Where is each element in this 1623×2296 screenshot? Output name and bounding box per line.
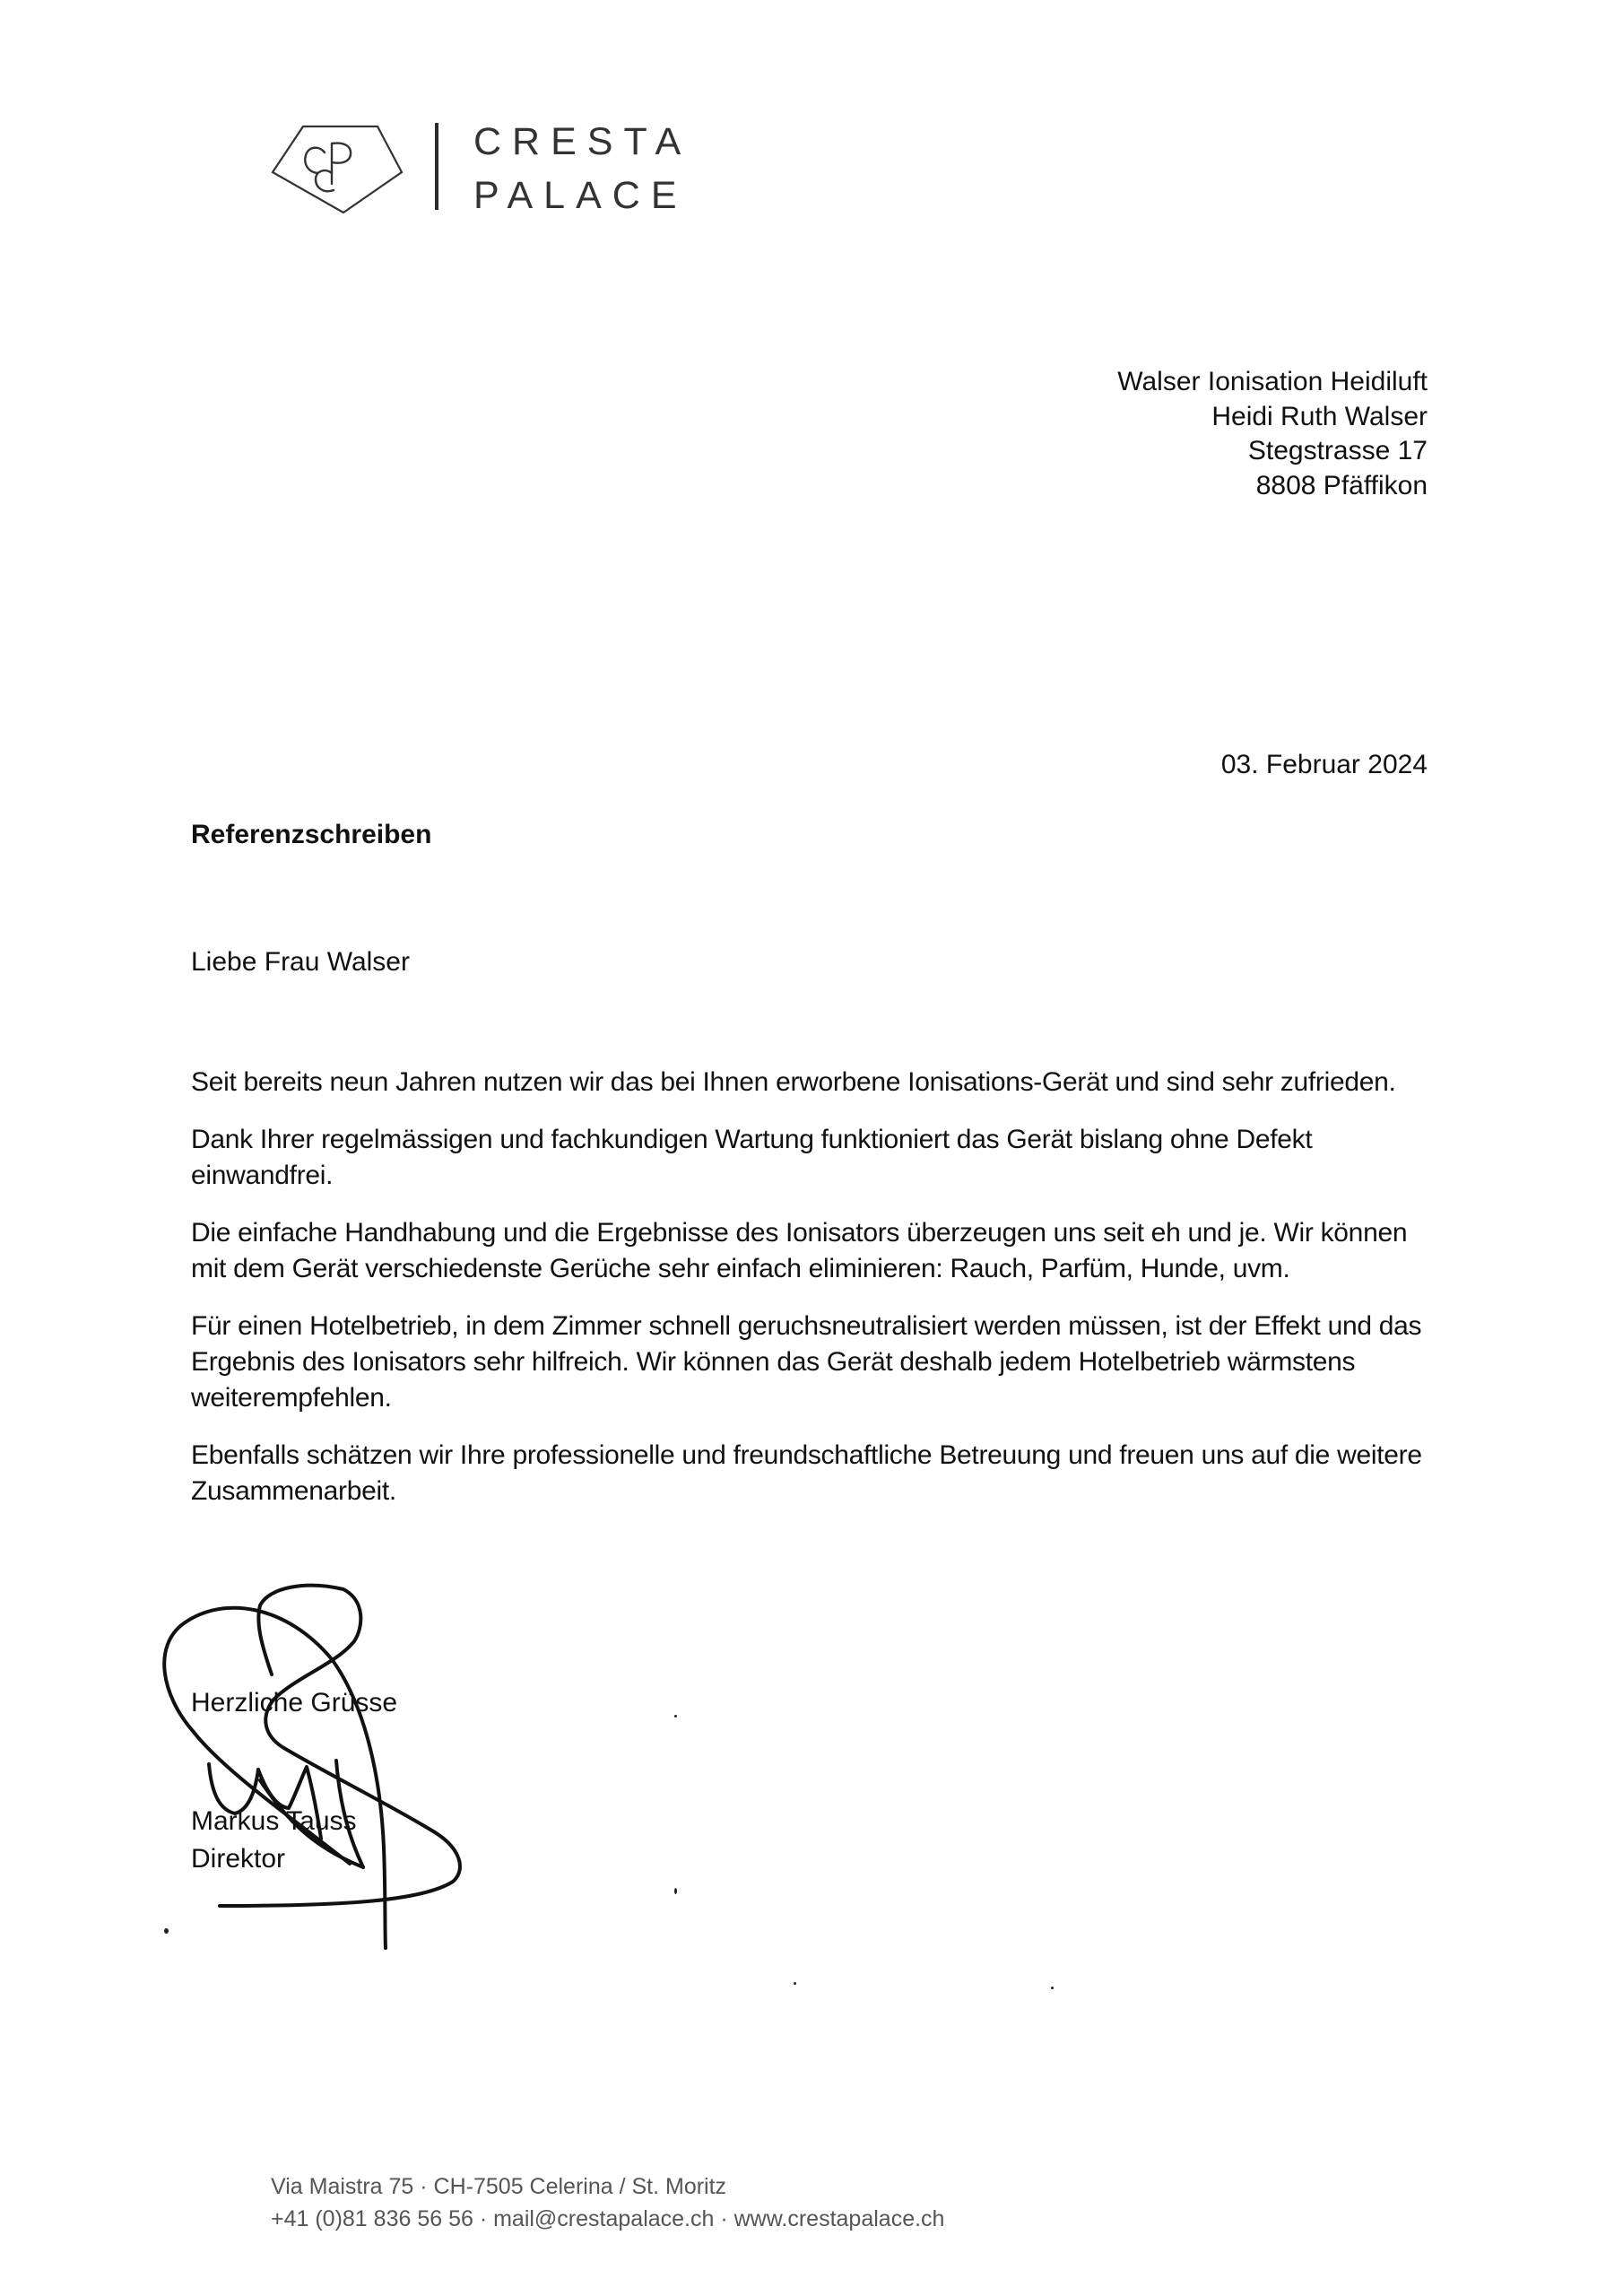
closing-greeting: Herzliche Grüsse xyxy=(191,1688,398,1718)
recipient-address xyxy=(1117,365,1428,503)
recipient-person: Heidi Ruth Walser xyxy=(1211,401,1428,431)
footer-contact: +41 (0)81 836 56 56 · mail@crestapalace.ch · www.crestapalace.ch xyxy=(271,2206,945,2231)
scan-speck xyxy=(1051,1987,1054,1989)
brand-line-1: CRESTA xyxy=(473,120,692,163)
signer-name: Markus Tauss xyxy=(191,1806,357,1836)
paragraph: Ebenfalls schätzen wir Ihre professionelle und freundschaftliche Betreuung und freuen uns auf die weitere Zusammenarbeit. xyxy=(191,1440,1422,1506)
paragraph: Seit bereits neun Jahren nutzen wir das bei Ihnen erworbene Ionisations-Gerät und sind sehr zufrieden. xyxy=(191,1067,1396,1097)
footer-address: Via Maistra 75 · CH-7505 Celerina / St. Moritz xyxy=(271,2174,727,2199)
paragraph: Dank Ihrer regelmässigen und fachkundigen Wartung funktioniert das Gerät bislang ohne Defekt einwandfrei. xyxy=(191,1125,1313,1190)
paragraph: Für einen Hotelbetrieb, in dem Zimmer schnell geruchsneutralisiert werden müssen, ist der Effekt und das Ergebnis des Ionisators sehr hilfreich. Wir können das Gerät deshalb jedem Hotelbetrieb wärmstens weiterempfehlen. xyxy=(191,1311,1422,1413)
recipient-city: 8808 Pfäffikon xyxy=(1255,470,1428,500)
letter-footer xyxy=(271,2170,944,2235)
letter-subject: Referenzschreiben xyxy=(191,820,432,849)
logo-monogram-c-upper xyxy=(305,148,325,173)
cresta-palace-diamond-logo-icon xyxy=(269,117,404,217)
scan-speck xyxy=(164,1928,169,1934)
recipient-company: Walser Ionisation Heidiluft xyxy=(1117,367,1428,396)
scan-speck xyxy=(674,1888,677,1894)
paragraph: Die einfache Handhabung und die Ergebnisse des Ionisators überzeugen uns seit eh und je. Wir können mit dem Gerät verschiedenste Gerüche sehr einfach eliminieren: Rauch, Parfüm, Hunde, uvm. xyxy=(191,1218,1408,1283)
scan-speck xyxy=(674,1715,677,1718)
brand-line-2: PALACE xyxy=(473,174,688,217)
brand-wordmark xyxy=(473,115,691,222)
logo-divider xyxy=(435,123,438,210)
recipient-street: Stegstrasse 17 xyxy=(1247,436,1428,465)
letter-body xyxy=(191,1065,1446,1531)
logo-monogram-p xyxy=(332,144,351,184)
salutation: Liebe Frau Walser xyxy=(191,947,410,977)
letter-date: 03. Februar 2024 xyxy=(1220,750,1428,779)
scan-speck xyxy=(794,1982,796,1985)
signer-title: Direktor xyxy=(191,1844,286,1874)
